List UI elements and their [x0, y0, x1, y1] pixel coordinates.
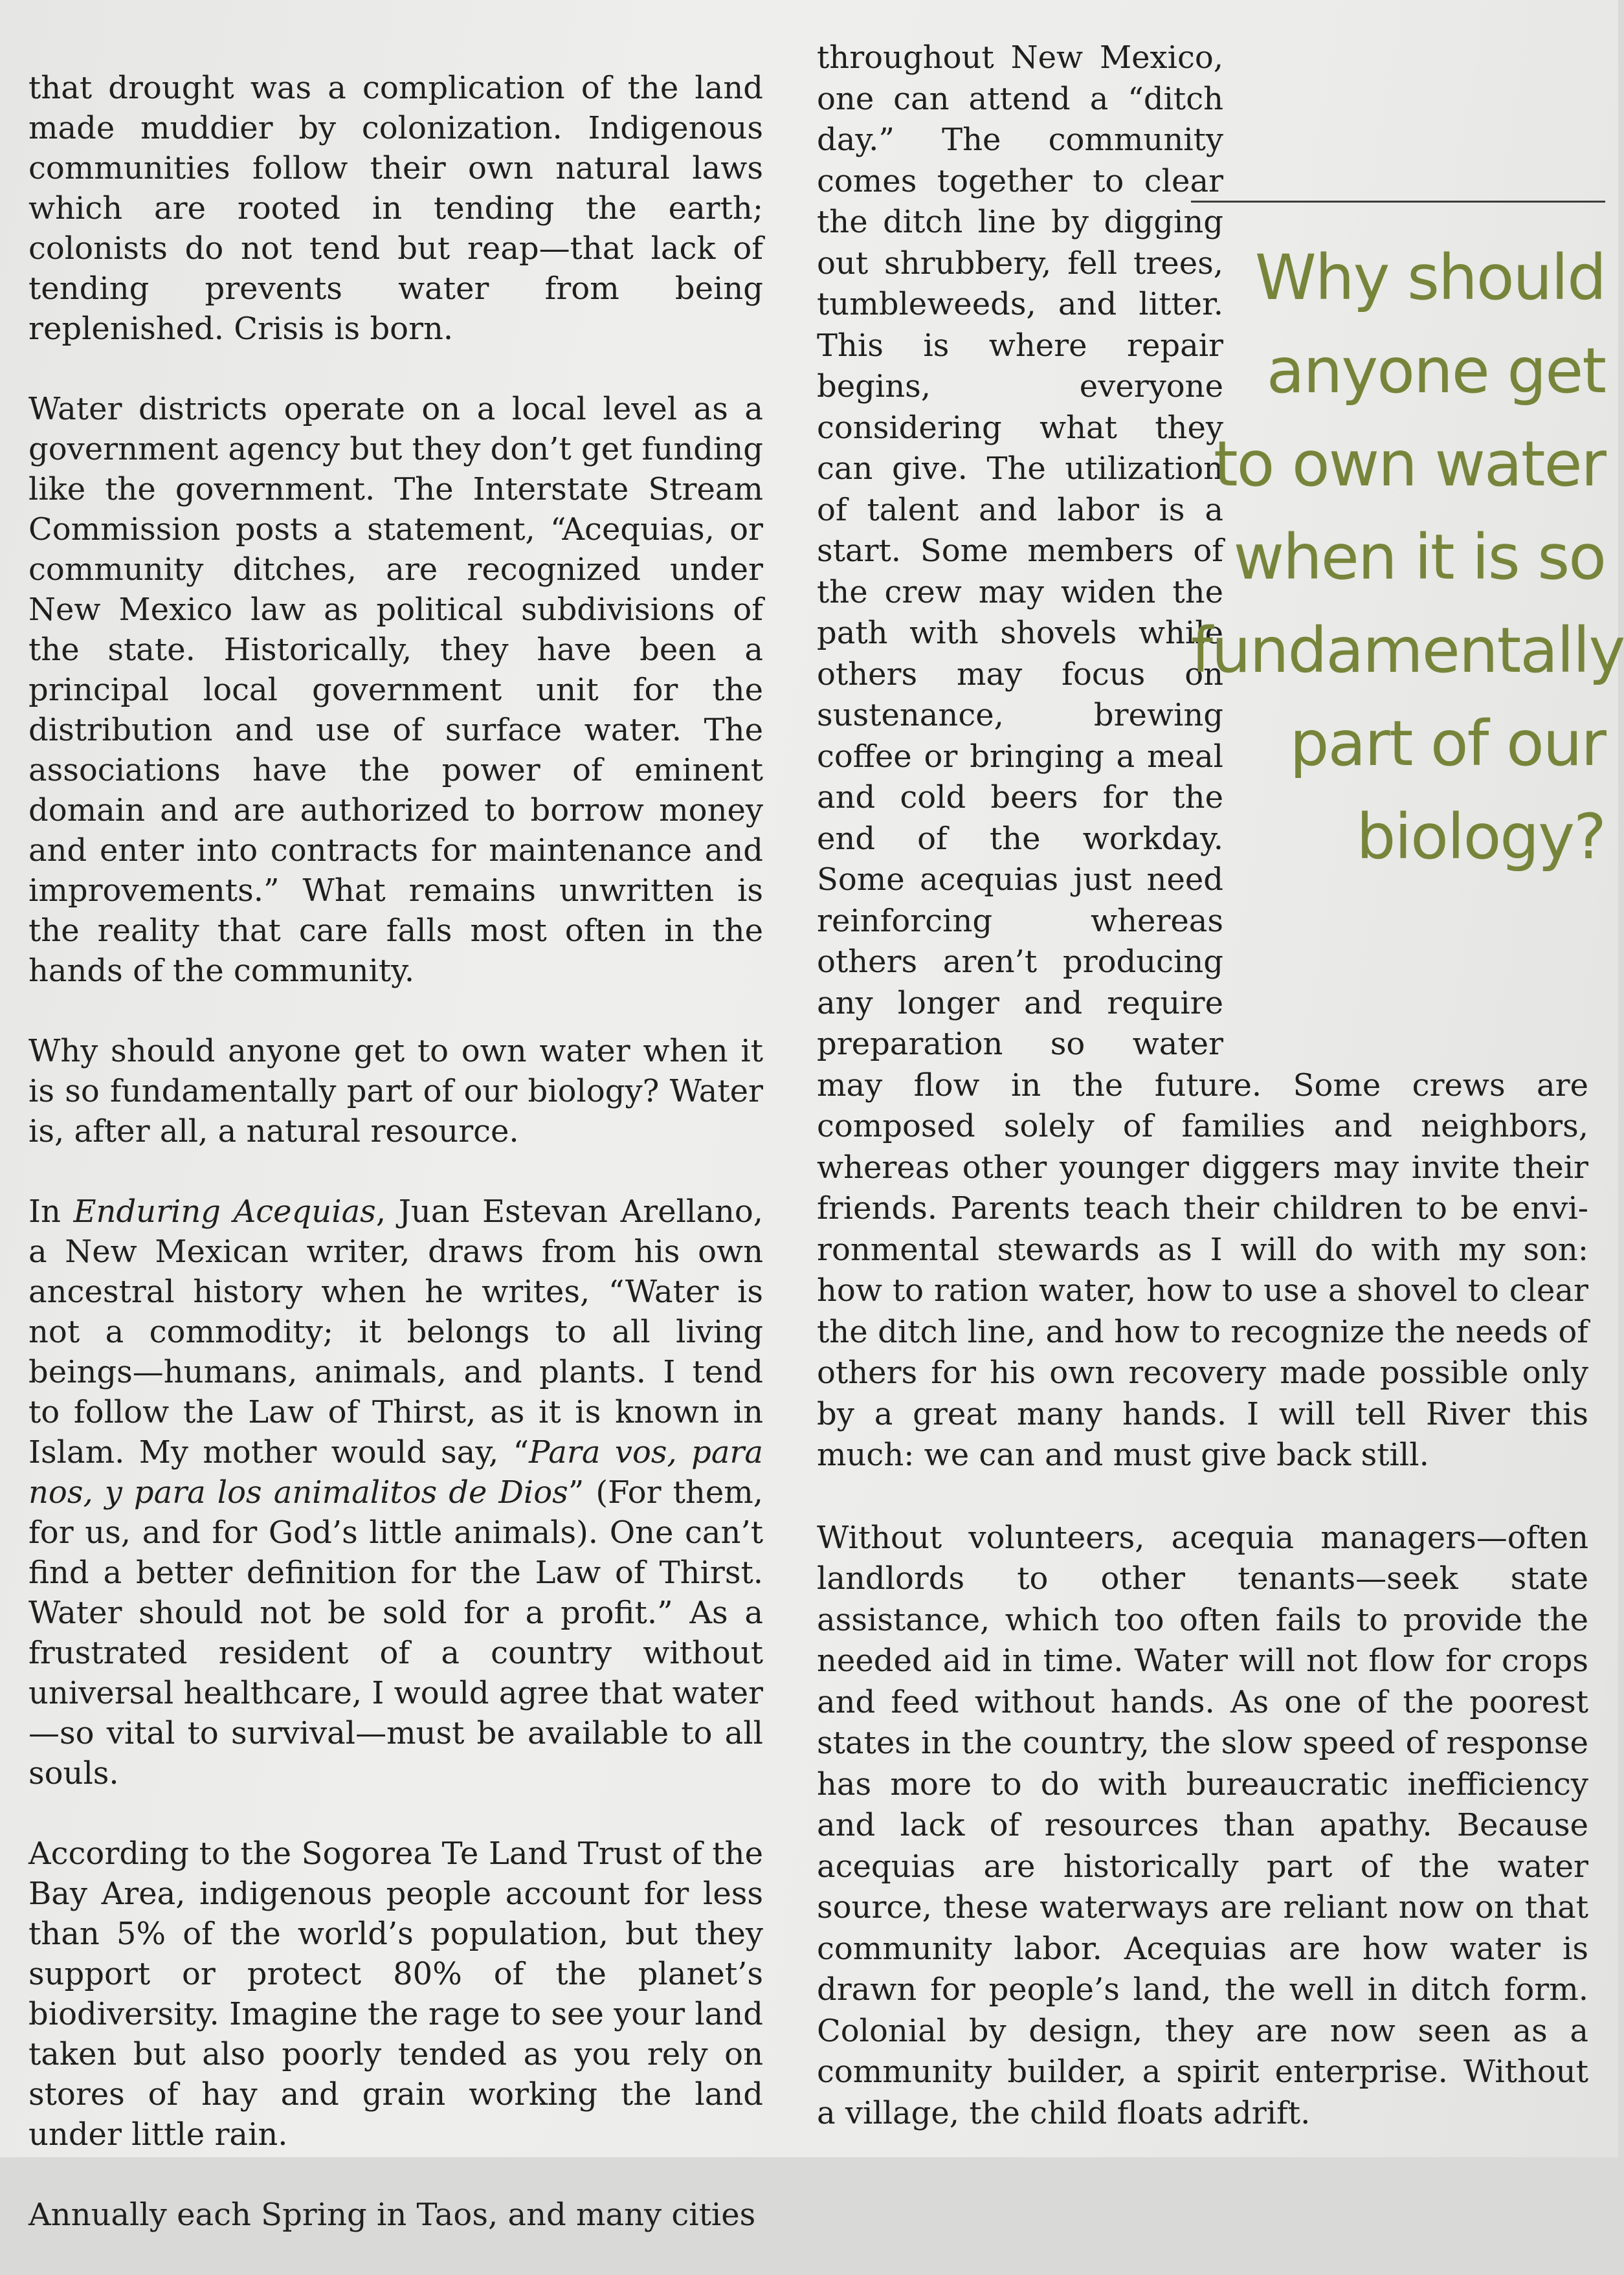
paragraph-water-districts: Water districts operate on a local level as a government agency but they don’t get funding like the government. The Interstate Stream Commission posts a statement, “Acequias, or community ditches, are recognized under New Mexico law as political subdivisions of the state. Historically, they have been a principal local government unit for the distribution and use of surface water. The associations have the power of eminent domain and are authorized to borrow money and enter into contracts for maintenance and improvements.” What remains unwritten is the reality that care falls most often in the hands of the community.	[28, 391, 763, 989]
spanish-quote: Para vos, para nos, y para los animalitos de Dios	[28, 1434, 763, 1511]
paragraph-enduring-acequias	[28, 1192, 763, 1793]
book-title: Enduring Acequias	[73, 1193, 376, 1230]
text-run: In	[28, 1193, 74, 1230]
left-text-column	[28, 68, 763, 2275]
paragraph-own-water: Why should anyone get to own water when it is so fundamentally part of our biology? Water is, after all, a natural resource.	[28, 1033, 763, 1149]
pull-quote: Why should anyone get to own water when it is so fundamentally part of our biology?	[1191, 201, 1605, 883]
text-run: , Juan Estevan Arellano, a New Mexican writer, draws from his own ancestral history when he writes, “Water is not a commodity; it belongs to all living beings—humans, animals, and plants. I tend to follow the Law of Thirst, as it is known in Islam. My mother would say, “	[28, 1193, 764, 1470]
paragraph-annually: Annually each Spring in Taos, and many cities	[28, 2197, 756, 2233]
paragraph-volunteers: Without volunteers, acequia managers—often landlords to other tenants—seek state assistance, which too often fails to provide the needed aid in time. Water will not flow for crops and feed without hands. As one of the poorest states in the country, the slow speed of response has more to do with bureaucratic inefficiency and lack of resources than apathy. Because acequias are historically part of the water source, these waterways are reliant now on that community labor. Acequias are how water is drawn for people’s land, the well in ditch form. Colonial by design, they are now seen as a community builder, a spirit enterprise. Without a village, the child floats adrift.	[817, 1519, 1588, 2131]
paragraph-ditch-day: throughout New Mexico, one can attend a “ditch day.” The community comes together to clear the ditch line by digging out shrubbery, fell trees, tumbleweeds, and litter. This is where repair begins, everyone considering what they can give. The utilization of talent and labor is a start. Some members of the crew may widen the path with shovels while others may focus on sustenance, brewing coffee or bringing a meal and cold beers for the end of the workday. Some acequias just need reinforcing whereas others aren’t producing any longer and require preparation so water may flow in the future. Some crews are composed solely of families and neighbors, whereas other younger diggers may invite their friends. Parents teach their children to be environmental stewards as I will do with my son: how to ration water, how to use a shovel to clear the ditch line, and how to recognize the needs of others for his own recovery made possible only by a great many hands. I will tell River this much: we can and must give back still.	[817, 39, 1588, 1473]
paragraph-drought: that drought was a complication of the land made muddier by colonization. Indigenous communities follow their own natural laws which are rooted in tending the earth; colonists do not tend but reap—that lack of tending prevents water from being replenished. Crisis is born.	[28, 70, 763, 347]
paragraph-sogorea-te: According to the Sogorea Te Land Trust of the Bay Area, indigenous people account for less than 5% of the world’s population, but they support or protect 80% of the planet’s biodiversity. Imagine the rage to see your land taken but also poorly tended as you rely on stores of hay and grain working the land under little rain.	[28, 1836, 763, 2153]
text-run: ” (For them, for us, and for God’s little animals). One can’t find a better definition for the Law of Thirst. Water should not be sold for a profit.” As a frustrated resident of a country without universal healthcare, I would agree that water—so vital to survival—must be available to all souls.	[28, 1474, 763, 1792]
